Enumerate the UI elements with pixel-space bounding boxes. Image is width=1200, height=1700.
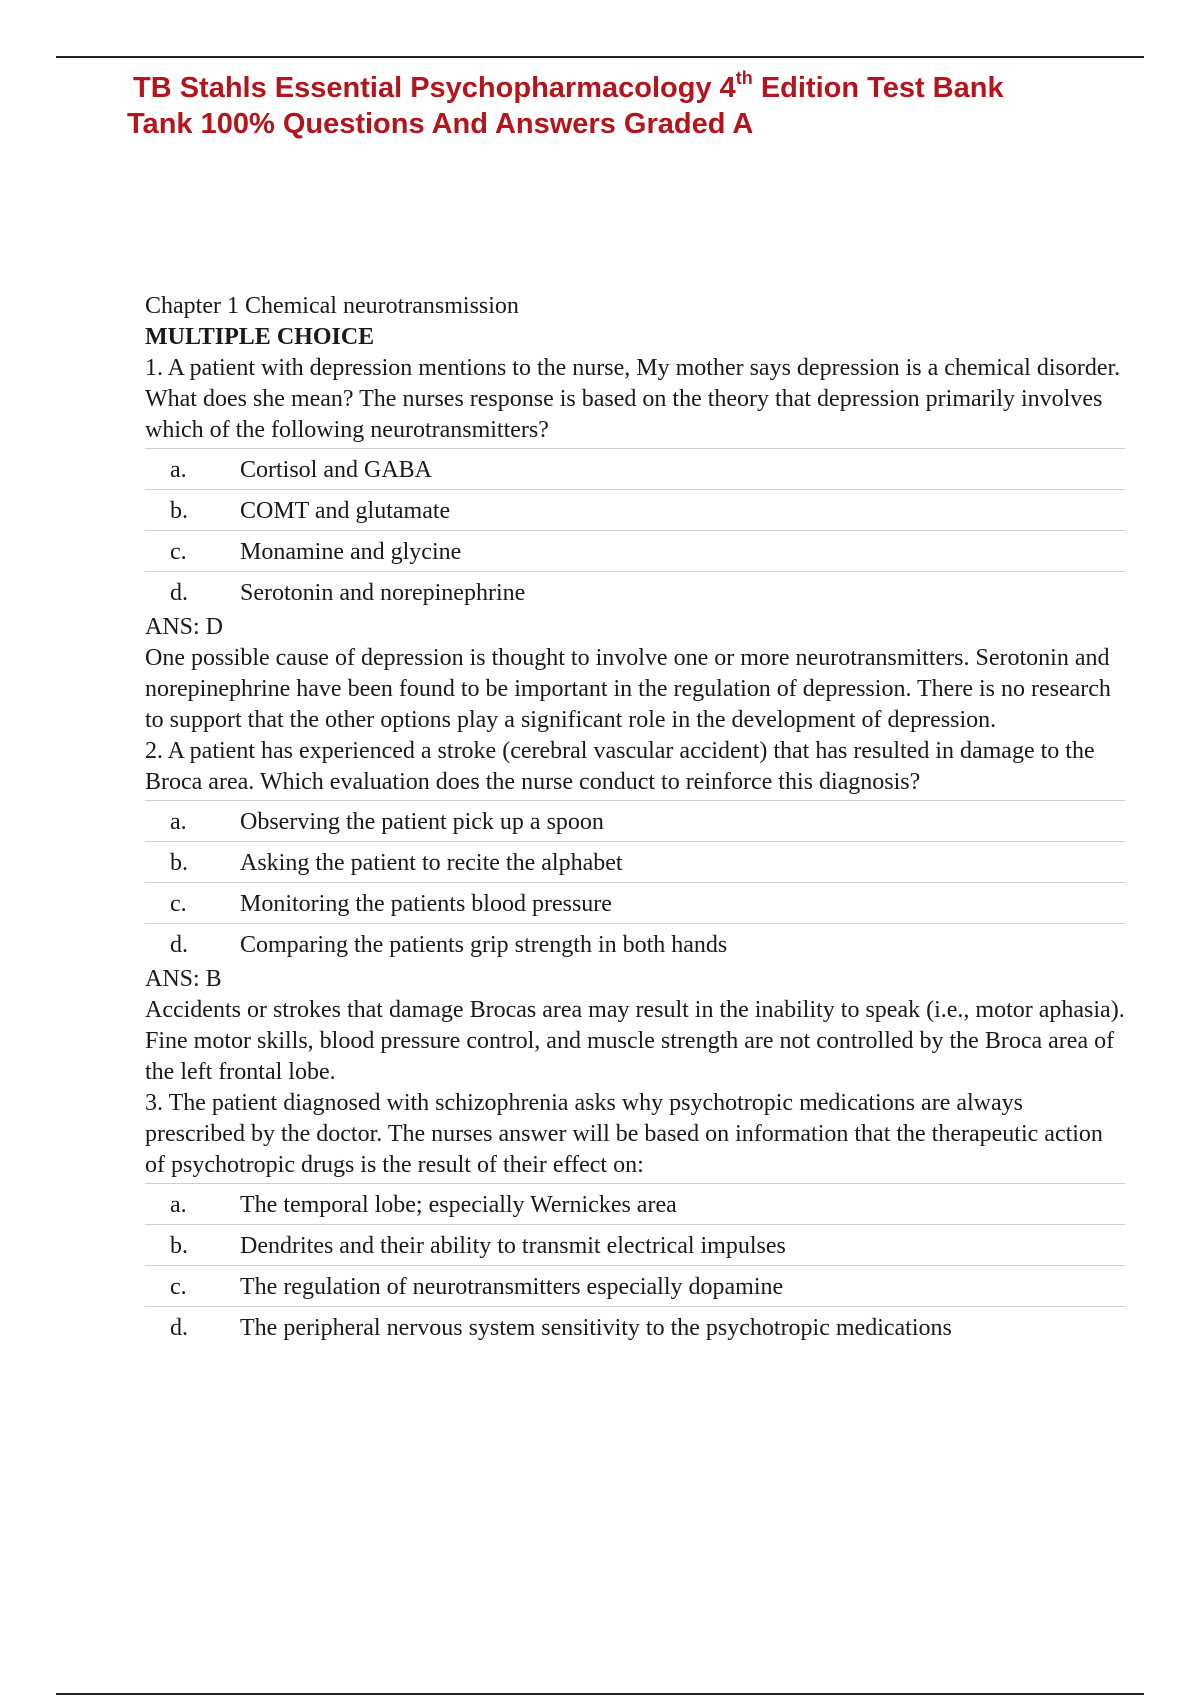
- choice-letter: a.: [170, 808, 187, 835]
- choice-text: COMT and glutamate: [240, 497, 451, 524]
- title-superscript: th: [735, 68, 753, 89]
- choice-list-3: [145, 1183, 1125, 1347]
- choice-letter: c.: [170, 538, 187, 565]
- bottom-rule: [56, 1693, 1144, 1695]
- choice-text: The regulation of neurotransmitters especially dopamine: [240, 1273, 784, 1300]
- choice-letter: b.: [170, 497, 188, 524]
- choice-row: [145, 841, 1125, 882]
- choice-letter: d.: [170, 579, 188, 606]
- choice-text: Monitoring the patients blood pressure: [240, 890, 612, 917]
- choice-row: [145, 571, 1125, 612]
- answer-1: ANS: D: [145, 614, 224, 640]
- choice-row: [145, 1224, 1125, 1265]
- document-title: [127, 68, 1133, 142]
- choice-text: Asking the patient to recite the alphabet: [240, 849, 623, 876]
- choice-letter: a.: [170, 456, 187, 483]
- choice-row: [145, 800, 1125, 841]
- choice-row: [145, 1265, 1125, 1306]
- title-line-1: TB Stahls Essential Psychopharmacology 4th Edition Test Bank: [133, 68, 1004, 104]
- choice-letter: b.: [170, 849, 188, 876]
- choice-row: [145, 923, 1125, 964]
- choice-text: The temporal lobe; especially Wernickes area: [240, 1191, 677, 1218]
- rationale-2: Accidents or strokes that damage Brocas area may result in the inability to speak (i.e., motor aphasia). Fine motor skills, blood pressure control, and muscle strength are not controlled by the Broca area of the left frontal lobe.: [145, 997, 1125, 1085]
- choice-letter: b.: [170, 1232, 188, 1259]
- choice-row: [145, 1183, 1125, 1224]
- document-body: [145, 291, 1125, 1347]
- choice-row: [145, 1306, 1125, 1347]
- chapter-heading: Chapter 1 Chemical neurotransmission: [145, 293, 519, 319]
- choice-row: [145, 882, 1125, 923]
- choice-letter: c.: [170, 890, 187, 917]
- choice-list-2: [145, 800, 1125, 964]
- choice-letter: d.: [170, 1314, 188, 1341]
- section-heading: MULTIPLE CHOICE: [145, 324, 375, 350]
- choice-text: Dendrites and their ability to transmit electrical impulses: [240, 1232, 786, 1259]
- rationale-1: One possible cause of depression is thought to involve one or more neurotransmitters. Serotonin and norepinephrine have been found to be important in the regulation of depression. There is no research to support that the other options play a significant role in the development of depression.: [145, 645, 1111, 733]
- title-line-2: Tank 100% Questions And Answers Graded A: [127, 108, 754, 140]
- choice-row: [145, 489, 1125, 530]
- choice-text: Monamine and glycine: [240, 538, 462, 565]
- choice-letter: d.: [170, 931, 188, 958]
- choice-text: The peripheral nervous system sensitivity to the psychotropic medications: [240, 1314, 952, 1341]
- choice-text: Cortisol and GABA: [240, 456, 432, 483]
- choice-text: Serotonin and norepinephrine: [240, 579, 526, 606]
- choice-letter: a.: [170, 1191, 187, 1218]
- choice-text: Observing the patient pick up a spoon: [240, 808, 604, 835]
- choice-row: [145, 448, 1125, 489]
- choice-letter: c.: [170, 1273, 187, 1300]
- top-rule: [56, 56, 1144, 58]
- question-3: 3. The patient diagnosed with schizophrenia asks why psychotropic medications are always prescribed by the doctor. The nurses answer will be based on information that the therapeutic action of psychotropic drugs is the result of their effect on:: [145, 1090, 1103, 1178]
- choice-list-1: [145, 448, 1125, 612]
- question-2: 2. A patient has experienced a stroke (cerebral vascular accident) that has resulted in damage to the Broca area. Which evaluation does the nurse conduct to reinforce this diagnosis?: [145, 738, 1095, 795]
- choice-row: [145, 530, 1125, 571]
- choice-text: Comparing the patients grip strength in both hands: [240, 931, 728, 958]
- question-1: 1. A patient with depression mentions to the nurse, My mother says depression is a chemical disorder. What does she mean? The nurses response is based on the theory that depression primarily involves which of the following neurotransmitters?: [145, 355, 1121, 443]
- answer-2: ANS: B: [145, 966, 222, 992]
